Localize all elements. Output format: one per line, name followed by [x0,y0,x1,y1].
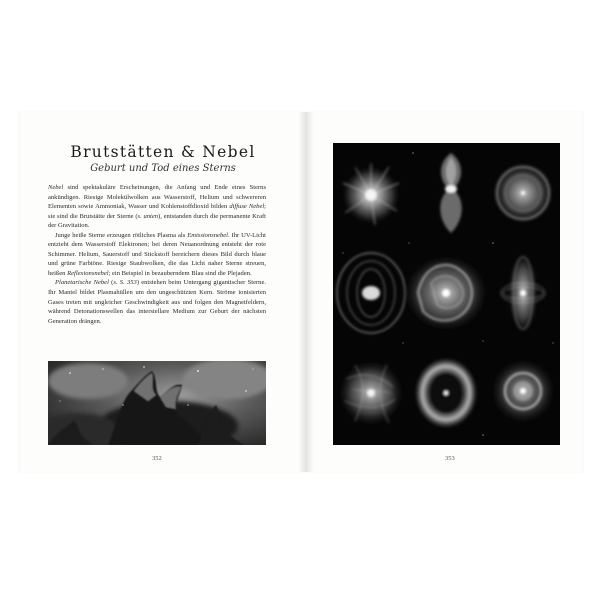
nebula-1 [341,163,401,225]
italic-term: s. S. 353 [113,279,137,287]
nebula-3 [491,161,555,225]
body-paragraph [48,231,266,279]
text-run: ; ein Beispiel in bezauberndem Blau sind die Plejaden. [108,269,252,277]
nebula-plate [333,143,560,445]
italic-term: Emissionsnebel [187,231,228,239]
nebula-5 [402,253,490,333]
text-run: . Ihr UV-Licht entzieht dem Wasserstoff Elektronen; bei deren Neuanordnung entsteht der rote Schimmer. Helium, Sauerstoff und Stickstoff bereichern dieses Bild durch blaue und grüne Farbtöne. Riesige Staubwolken, die das Licht naher Sterne streuen, heißen [48,231,266,277]
nebula-8 [414,357,478,429]
page-title: Brutstätten & Nebel [70,143,256,161]
page-subtitle: Geburt und Tod eines Sterns [90,163,236,174]
italic-term: Nebel [48,184,64,191]
text-run: sind spektakuläre Erscheinungen, die Anfang und Ende eines Sterns ankündigen. Riesige Molekülwolken aus Wasserstoff, Helium und schwereren Elementen sowie Ammoniak, Wasser und Kohlenstoffdioxid bilden [48,184,266,211]
planetary-nebulae-grid [333,143,560,445]
text-run: ; sie sind die Brutstätte der Sterne ( [48,203,266,220]
text-run: ( [108,279,114,287]
nebula-2 [440,153,462,233]
nebula-photo [48,361,266,445]
book-gutter [298,112,314,472]
italic-term: s. unten [137,212,159,220]
italic-term: diffuse Nebel [229,203,265,211]
body-text [48,183,266,326]
text-run: Junge heiße Sterne erzeugen rötliches Plasma als [55,231,188,239]
page-number-left: 352 [152,455,162,462]
text-run: ) entstehen beim Untergang gigantischer Sterne. Ihr Mantel bildet Plasmahüllen um den ungeschützten Kern. Ströme ionisierten Gases treten mit ungleicher Geschwindigkeit aus und folgen den Magnetfeldern, während Detonationswellen das interstellare Medium zur Geburt der nächsten Generation drängen. [48,279,266,325]
italic-term: Reflexionsnebel [67,269,109,277]
pillars-nebula-image [48,361,266,445]
body-paragraph [48,278,266,326]
page-number-right: 353 [445,455,455,462]
nebula-6 [501,251,545,335]
italic-term: Planetarische Nebel [55,279,109,287]
text-run: ), entstanden durch die permanente Kraft der Gravitation. [48,212,266,230]
body-paragraph [48,183,266,231]
nebula-4 [337,253,405,333]
nebula-7 [337,359,405,427]
nebula-9 [489,357,557,425]
